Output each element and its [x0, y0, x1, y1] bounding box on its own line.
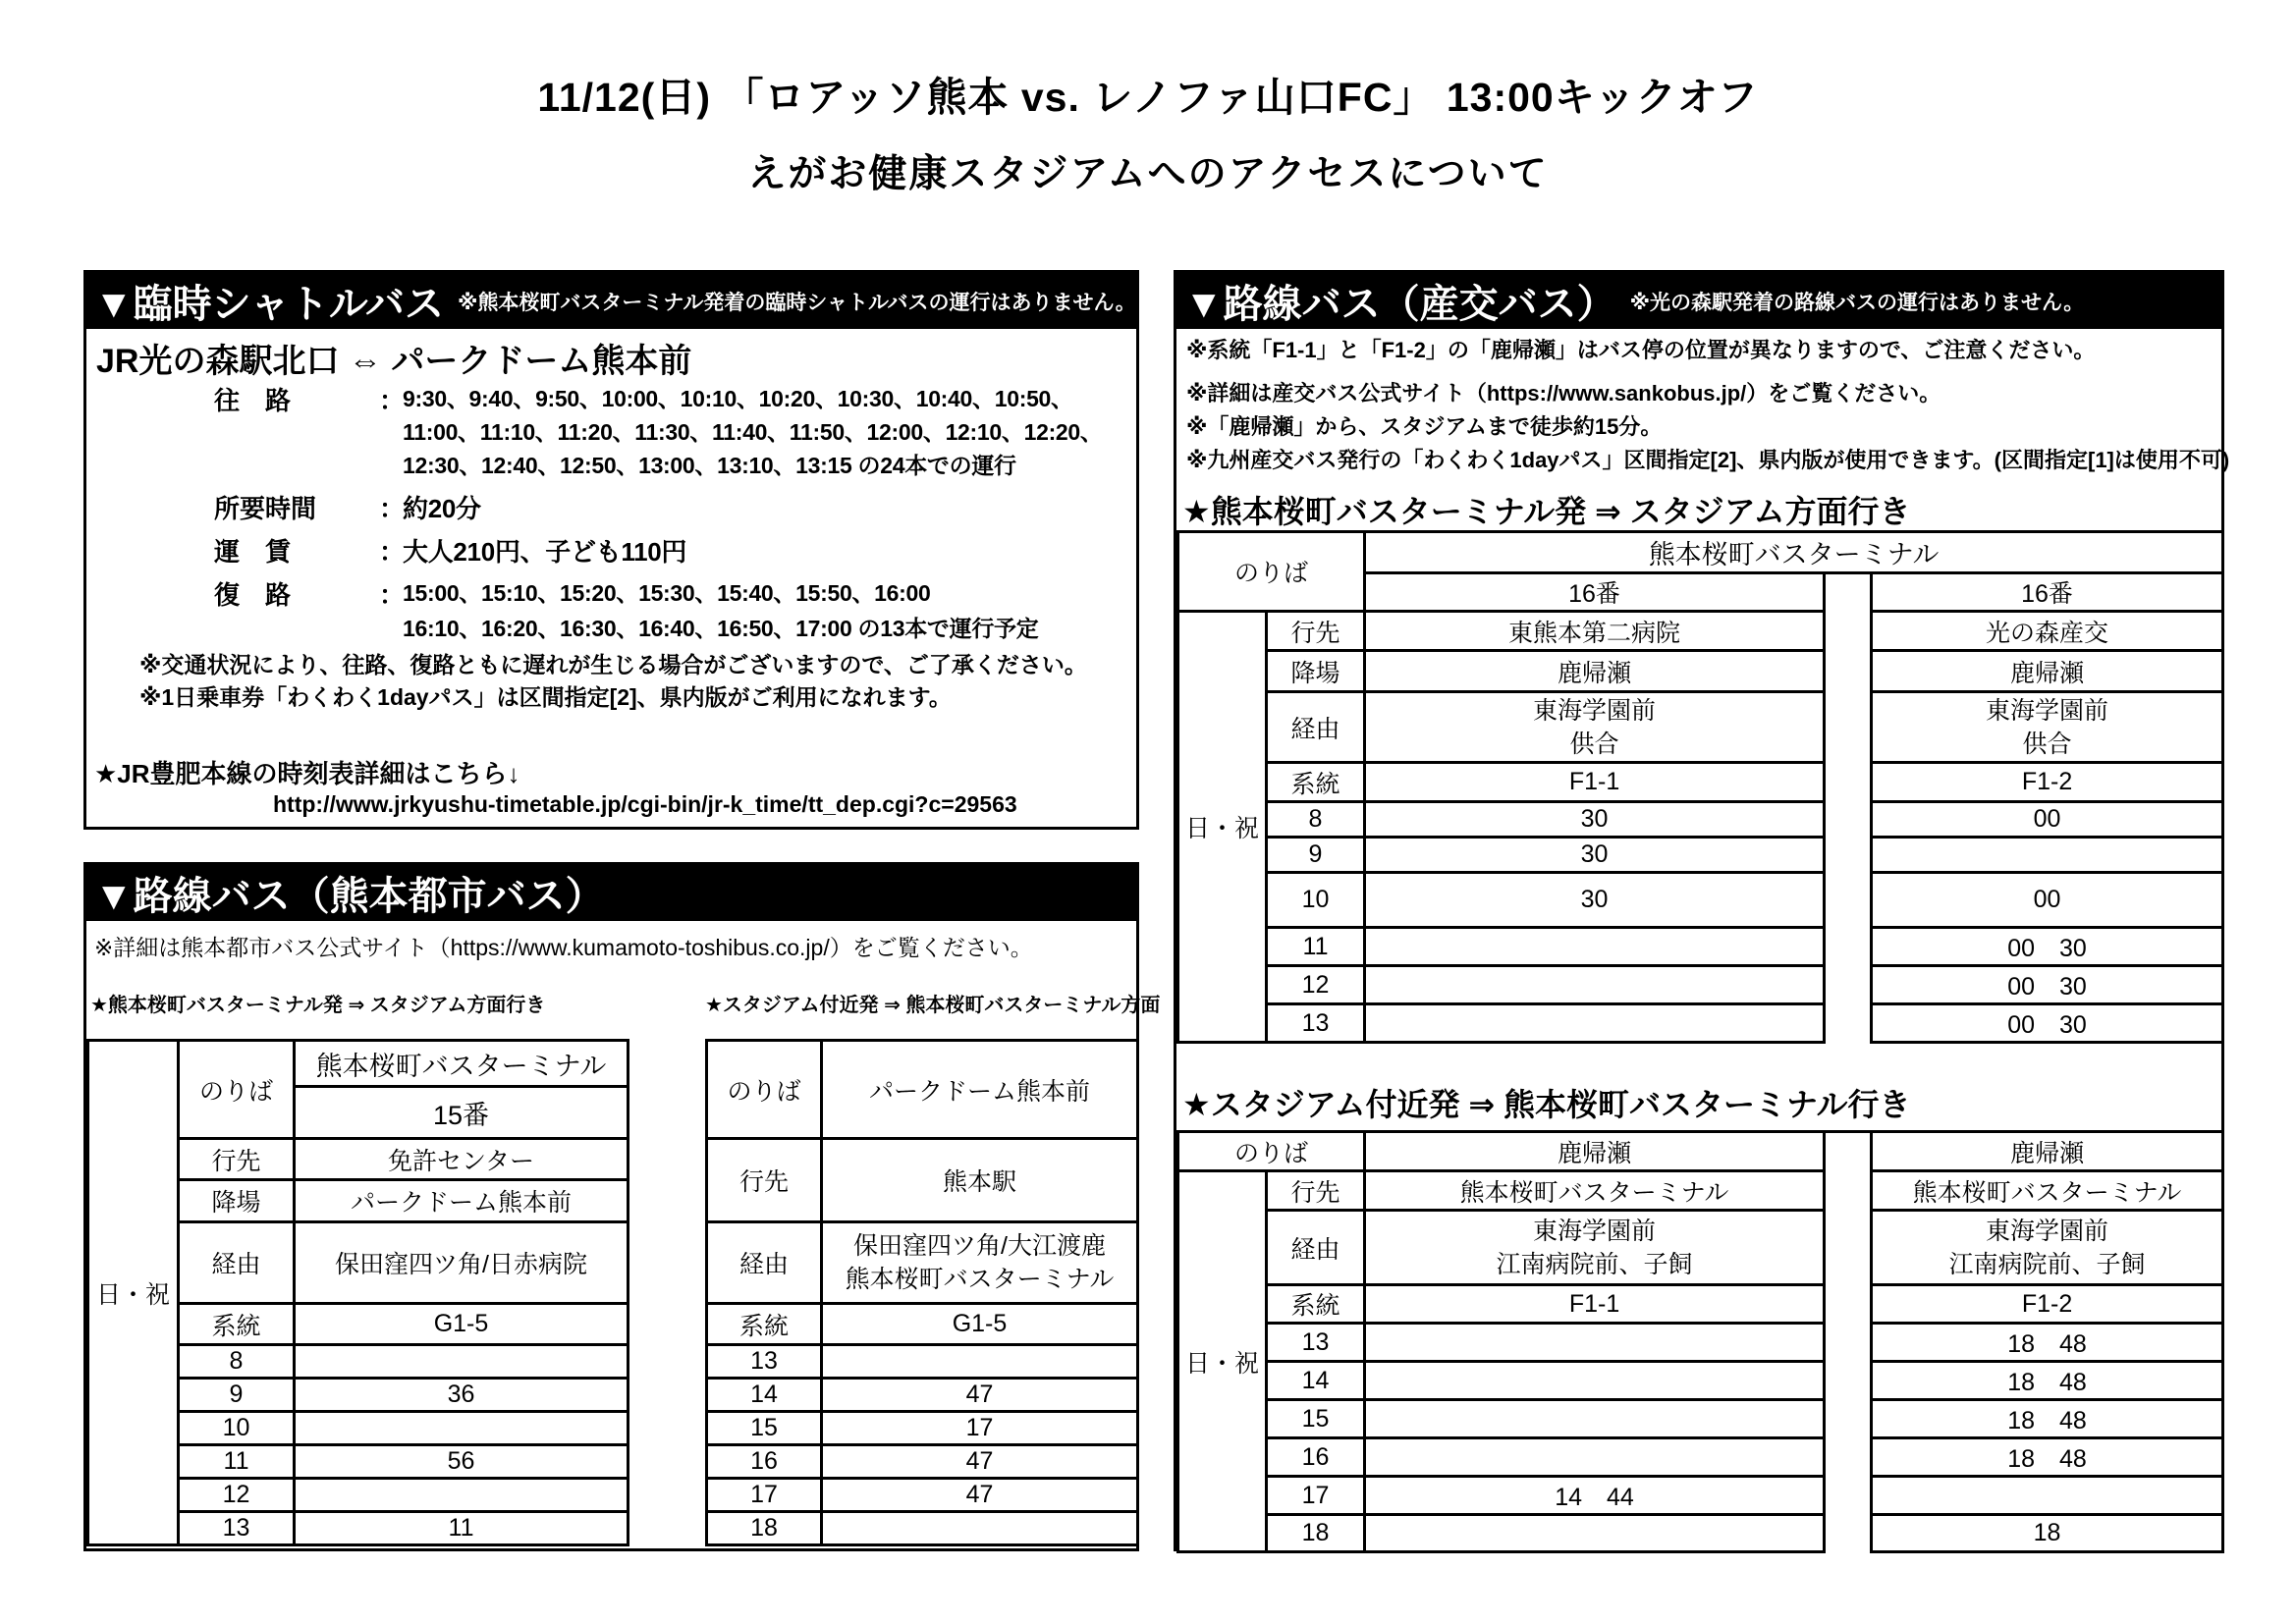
- hour-cell: 17: [1267, 1477, 1365, 1515]
- hour-cell: 17: [707, 1479, 822, 1512]
- route-label-cell: 系統: [1267, 1285, 1365, 1324]
- outbound-row-3: [86, 448, 1136, 481]
- via-label-cell: 経由: [707, 1222, 822, 1304]
- shuttle-heading: ▼臨時シャトルバス: [94, 283, 444, 326]
- shuttle-route-title: JR光の森駅北口 ⇔ パークドーム熊本前: [96, 343, 692, 380]
- times-cell: [1365, 1515, 1825, 1552]
- outbound-label: 往 路: [214, 386, 292, 415]
- column-gap: [1825, 1285, 1872, 1324]
- via-label-cell: 経由: [179, 1222, 295, 1304]
- outbound-row-1: [86, 381, 1136, 414]
- via-line-1: 東海学園前: [1533, 696, 1657, 725]
- sanko-heading: ▼路線バス（産交バス）: [1184, 283, 1616, 326]
- times-cell: [822, 1345, 1138, 1379]
- column-gap: [1825, 1362, 1872, 1400]
- noriba-label-cell: のりば: [1178, 532, 1365, 612]
- drop-label-cell: 降場: [1267, 651, 1365, 692]
- terminal-cell: 熊本桜町バスターミナル: [1365, 532, 2223, 573]
- sanko-note-3: ※「鹿帰瀬」から、スタジアムまで徒歩約15分。: [1186, 414, 1663, 439]
- times-cell: 00 30: [1872, 928, 2223, 966]
- sanko-to-stadium-title: ★熊本桜町バスターミナル発 ⇒ スタジアム方面行き: [1182, 494, 1911, 529]
- day-cell: 日・祝: [1178, 1171, 1267, 1552]
- column-gap: [1825, 1171, 1872, 1211]
- times-cell: 47: [822, 1445, 1138, 1479]
- shuttle-bus-section: [83, 270, 1139, 830]
- hour-cell: 13: [179, 1512, 295, 1545]
- route-value-cell: F1-1: [1365, 763, 1825, 802]
- dest-label-cell: 行先: [1267, 612, 1365, 651]
- return-times-1: 15:00、15:10、15:20、15:30、15:40、15:50、16:00: [403, 580, 931, 606]
- colon: ：: [379, 537, 406, 567]
- times-cell: [1872, 838, 2223, 873]
- duration-value: 約20分: [403, 494, 481, 523]
- stop-number-cell: 16番: [1365, 573, 1825, 612]
- hour-cell: 13: [707, 1345, 822, 1379]
- times-cell: [822, 1512, 1138, 1545]
- hour-cell: 9: [179, 1379, 295, 1412]
- hour-cell: 12: [179, 1479, 295, 1512]
- hour-cell: 16: [1267, 1438, 1365, 1477]
- times-cell: 11: [295, 1512, 629, 1545]
- times-cell: [1365, 966, 1825, 1004]
- dest-value-cell: 東熊本第二病院: [1365, 612, 1825, 651]
- hour-cell: 9: [1267, 838, 1365, 873]
- via-line-1: 東海学園前: [1533, 1217, 1657, 1245]
- return-row-2: [86, 611, 1136, 644]
- times-cell: [1365, 1362, 1825, 1400]
- dest-value-cell: 熊本桜町バスターミナル: [1365, 1171, 1825, 1211]
- times-cell: 47: [822, 1479, 1138, 1512]
- column-gap: [1825, 763, 1872, 802]
- jr-timetable-url: http://www.jrkyushu-timetable.jp/cgi-bin/jr-k_time/tt_dep.cgi?c=29563: [273, 791, 1017, 817]
- toshi-heading: ▼路線バス（熊本都市バス）: [94, 875, 605, 918]
- hour-cell: 15: [1267, 1400, 1365, 1438]
- column-gap: [1825, 1004, 1872, 1043]
- duration-label: 所要時間: [214, 494, 317, 523]
- sanko-heading-note: ※光の森駅発着の路線バスの運行はありません。: [1629, 291, 2085, 314]
- times-cell: [295, 1412, 629, 1445]
- toshi-bus-section: [83, 862, 1161, 1551]
- times-cell: [1365, 1438, 1825, 1477]
- sanko-note-4: ※九州産交バス発行の「わくわく1dayパス」区間指定[2]、県内版が使用できます。(区間指定[1]は使用不可): [1186, 448, 2230, 472]
- times-cell: [295, 1479, 629, 1512]
- via-line-2: 熊本桜町バスターミナル: [845, 1266, 1115, 1293]
- times-cell: 17: [822, 1412, 1138, 1445]
- via-line-1: 保田窪四ツ角/大江渡鹿: [853, 1232, 1106, 1260]
- hour-cell: 13: [1267, 1004, 1365, 1043]
- fare-label: 運 賃: [214, 537, 292, 567]
- toshi-note: ※詳細は熊本都市バス公式サイト（https://www.kumamoto-toshibus.co.jp/）をご覧ください。: [94, 935, 1033, 960]
- column-gap: [1825, 612, 1872, 651]
- sanko-note-2: ※詳細は産交バス公式サイト（https://www.sankobus.jp/）をご覧ください。: [1186, 381, 1941, 406]
- via-value-cell: [822, 1222, 1138, 1304]
- shuttle-section-header: [86, 273, 1136, 329]
- column-gap: [1825, 1211, 1872, 1285]
- dest-value-cell: 熊本桜町バスターミナル: [1872, 1171, 2223, 1211]
- route-value-cell: G1-5: [295, 1304, 629, 1345]
- via-value-cell: [1365, 1211, 1825, 1285]
- colon: ：: [379, 580, 406, 610]
- outbound-times-2: 11:00、11:10、11:20、11:30、11:40、11:50、12:00、12:10、12:20、: [403, 419, 1103, 445]
- toshi-from-stadium-table: [705, 1039, 1139, 1546]
- times-cell: [1365, 1004, 1825, 1043]
- route-value-cell: F1-1: [1365, 1285, 1825, 1324]
- times-cell: 56: [295, 1445, 629, 1479]
- route-label-cell: 系統: [179, 1304, 295, 1345]
- times-cell: [1365, 1400, 1825, 1438]
- times-cell: 18 48: [1872, 1362, 2223, 1400]
- noriba-label-cell: のりば: [707, 1041, 822, 1139]
- hour-cell: 11: [179, 1445, 295, 1479]
- column-gap: [1825, 873, 1872, 928]
- dest-label-cell: 行先: [1267, 1171, 1365, 1211]
- via-value-cell: [1365, 692, 1825, 763]
- route-label-cell: 系統: [1267, 763, 1365, 802]
- dest-value-cell: 免許センター: [295, 1139, 629, 1180]
- shuttle-note-1: ※交通状況により、往路、復路ともに遅れが生じる場合がございますので、ご了承ください。: [139, 652, 1087, 677]
- return-times-2: 16:10、16:20、16:30、16:40、16:50、17:00 の13本で運行予定: [403, 616, 1039, 641]
- stop-value-cell: 鹿帰瀬: [1872, 1132, 2223, 1171]
- column-gap: [1825, 928, 1872, 966]
- toshi-to-stadium-table: [86, 1039, 629, 1546]
- route-value-cell: F1-2: [1872, 1285, 2223, 1324]
- column-gap: [1825, 692, 1872, 763]
- via-value-cell: [1872, 1211, 2223, 1285]
- column-gap: [1825, 1132, 1872, 1171]
- times-cell: 47: [822, 1379, 1138, 1412]
- day-cell: 日・祝: [88, 1041, 179, 1545]
- hour-cell: 14: [707, 1379, 822, 1412]
- hour-cell: 8: [179, 1345, 295, 1379]
- column-gap: [1825, 1477, 1872, 1515]
- colon: ：: [379, 494, 406, 523]
- column-gap: [1825, 651, 1872, 692]
- sanko-from-stadium-title: ★スタジアム付近発 ⇒ 熊本桜町バスターミナル行き: [1182, 1087, 1911, 1122]
- column-gap: [1825, 1438, 1872, 1477]
- times-cell: 18 48: [1872, 1400, 2223, 1438]
- column-gap: [1825, 573, 1872, 612]
- terminal-cell: 熊本桜町バスターミナル: [295, 1041, 629, 1087]
- noriba-label-cell: のりば: [179, 1041, 295, 1139]
- shuttle-note-2: ※1日乗車券「わくわく1dayパス」は区間指定[2]、県内版がご利用になれます。: [139, 684, 952, 710]
- times-cell: 00 30: [1872, 966, 2223, 1004]
- noriba-label-cell: のりば: [1178, 1132, 1365, 1171]
- stop-value-cell: パークドーム熊本前: [822, 1041, 1138, 1139]
- hour-cell: 18: [1267, 1515, 1365, 1552]
- times-cell: [295, 1345, 629, 1379]
- times-cell: [1365, 928, 1825, 966]
- fare-row: [86, 532, 1136, 566]
- via-line-1: 東海学園前: [1986, 696, 2109, 725]
- dest-label-cell: 行先: [707, 1139, 822, 1222]
- column-gap: [1825, 1324, 1872, 1362]
- times-cell: 14 44: [1365, 1477, 1825, 1515]
- column-gap: [1825, 1400, 1872, 1438]
- via-line-2: 供合: [1569, 730, 1619, 758]
- hour-cell: 14: [1267, 1362, 1365, 1400]
- toshi-to-stadium-title: ★熊本桜町バスターミナル発 ⇒ スタジアム方面行き: [90, 995, 546, 1016]
- hour-cell: 16: [707, 1445, 822, 1479]
- hour-cell: 8: [1267, 802, 1365, 838]
- via-line-1: 東海学園前: [1986, 1217, 2109, 1245]
- route-value-cell: G1-5: [822, 1304, 1138, 1345]
- times-cell: 00 30: [1872, 1004, 2223, 1043]
- column-gap: [1825, 802, 1872, 838]
- sanko-from-stadium-table: [1176, 1130, 2224, 1553]
- times-cell: 00: [1872, 802, 2223, 838]
- page-subtitle: えがお健康スタジアムへのアクセスについて: [747, 153, 1549, 195]
- stop-value-cell: 鹿帰瀬: [1365, 1132, 1825, 1171]
- outbound-times-1: 9:30、9:40、9:50、10:00、10:10、10:20、10:30、10:40、10:50、: [403, 386, 1073, 411]
- dest-value-cell: 光の森産交: [1872, 612, 2223, 651]
- hour-cell: 18: [707, 1512, 822, 1545]
- drop-value-cell: パークドーム熊本前: [295, 1180, 629, 1222]
- via-line-2: 供合: [2022, 730, 2072, 758]
- hour-cell: 10: [1267, 873, 1365, 928]
- toshi-from-stadium-title: ★スタジアム付近発 ⇒ 熊本桜町バスターミナル方面: [705, 995, 1161, 1016]
- times-cell: 30: [1365, 838, 1825, 873]
- drop-value-cell: 鹿帰瀬: [1872, 651, 2223, 692]
- sanko-notes: [1186, 336, 2229, 475]
- times-cell: 18 48: [1872, 1324, 2223, 1362]
- outbound-times-3: 12:30、12:40、12:50、13:00、13:10、13:15 の24本での運行: [403, 453, 1016, 478]
- column-gap: [1825, 838, 1872, 873]
- dest-value-cell: 熊本駅: [822, 1139, 1138, 1222]
- toshi-section-header: [86, 865, 1136, 921]
- jr-timetable-label: ★JR豊肥本線の時刻表詳細はこちら↓: [94, 759, 520, 788]
- times-cell: 30: [1365, 802, 1825, 838]
- times-cell: 00: [1872, 873, 2223, 928]
- fare-value: 大人210円、子ども110円: [403, 537, 687, 567]
- colon: ：: [379, 386, 406, 415]
- times-cell: 30: [1365, 873, 1825, 928]
- via-value-cell: 保田窪四ツ角/日赤病院: [295, 1222, 629, 1304]
- times-cell: 36: [295, 1379, 629, 1412]
- page-title: 11/12(日) 「ロアッソ熊本 vs. レノファ山口FC」 13:00キックオフ: [537, 75, 1759, 120]
- via-line-2: 江南病院前、子飼: [1496, 1250, 1693, 1278]
- times-cell: [1872, 1477, 2223, 1515]
- stop-number-cell: 16番: [1872, 573, 2223, 612]
- hour-cell: 11: [1267, 928, 1365, 966]
- via-value-cell: [1872, 692, 2223, 763]
- hour-cell: 15: [707, 1412, 822, 1445]
- route-value-cell: F1-2: [1872, 763, 2223, 802]
- sanko-to-stadium-table: [1176, 530, 2224, 1044]
- outbound-row-2: [86, 414, 1136, 448]
- stop-number-cell: 15番: [295, 1087, 629, 1139]
- dest-label-cell: 行先: [179, 1139, 295, 1180]
- column-gap: [1825, 966, 1872, 1004]
- column-gap: [1825, 1515, 1872, 1552]
- route-label-cell: 系統: [707, 1304, 822, 1345]
- hour-cell: 12: [1267, 966, 1365, 1004]
- hour-cell: 10: [179, 1412, 295, 1445]
- sanko-note-1: ※系統「F1-1」と「F1-2」の「鹿帰瀬」はバス停の位置が異なりますので、ご注意ください。: [1186, 338, 2096, 362]
- via-label-cell: 経由: [1267, 1211, 1365, 1285]
- times-cell: 18 48: [1872, 1438, 2223, 1477]
- return-row-1: [86, 575, 1136, 609]
- sanko-section-header: [1176, 273, 2221, 329]
- drop-label-cell: 降場: [179, 1180, 295, 1222]
- return-label: 復 路: [214, 580, 292, 610]
- via-line-2: 江南病院前、子飼: [1948, 1250, 2146, 1278]
- times-cell: [1365, 1324, 1825, 1362]
- sanko-bus-section: [1174, 270, 2230, 1551]
- day-cell: 日・祝: [1178, 612, 1267, 1043]
- times-cell: 18: [1872, 1515, 2223, 1552]
- drop-value-cell: 鹿帰瀬: [1365, 651, 1825, 692]
- duration-row: [86, 489, 1136, 522]
- hour-cell: 13: [1267, 1324, 1365, 1362]
- via-label-cell: 経由: [1267, 692, 1365, 763]
- shuttle-heading-note: ※熊本桜町バスターミナル発着の臨時シャトルバスの運行はありません。: [458, 291, 1136, 314]
